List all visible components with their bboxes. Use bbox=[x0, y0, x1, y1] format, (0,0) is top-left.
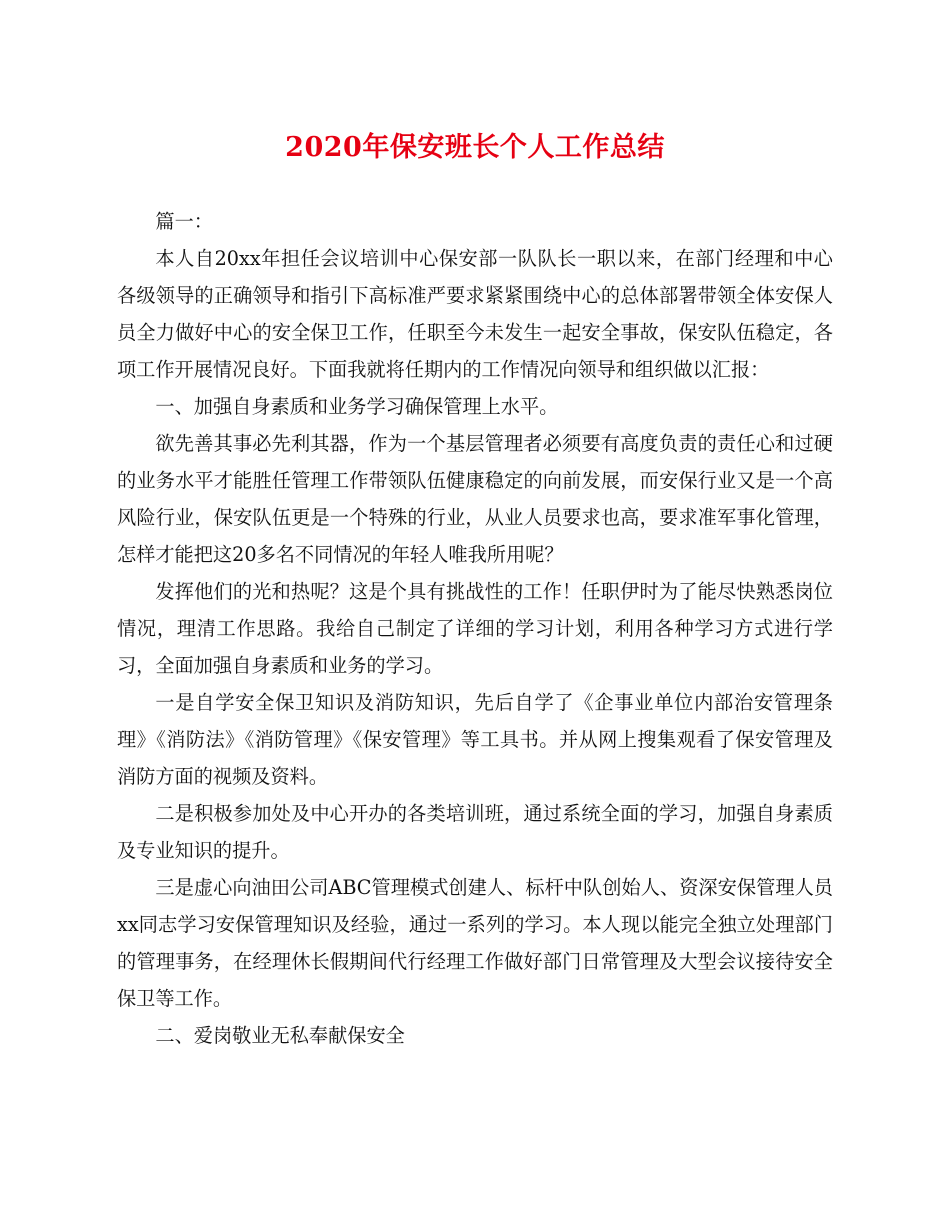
paragraph-body: 发挥他们的光和热呢？这是个具有挑战性的工作！任职伊时为了能尽快熟悉岗位情况，理清工作思路。我给自己制定了详细的学习计划，利用各种学习方式进行学习，全面加强自身素质和业务的学习。 bbox=[117, 580, 833, 677]
heading-section-one: 一、加强自身素质和业务学习确保管理上水平。 bbox=[155, 395, 559, 418]
document-title: 2020年保安班长个人工作总结 bbox=[285, 132, 665, 163]
paragraph-body: 三是虚心向油田公司ABC管理模式创建人、标杆中队创始人、资深安保管理人员xx同志学习安保管理知识及经验，通过一系列的学习。本人现以能完全独立处理部门的管理事务，在经理休长假期间代行经理工作做好部门日常管理及大型会议接待安全保卫等工作。 bbox=[117, 876, 833, 1010]
document-body bbox=[117, 203, 833, 1054]
paragraph-body: 欲先善其事必先利其器，作为一个基层管理者必须要有高度负责的责任心和过硬的业务水平才能胜任管理工作带领队伍健康稳定的向前发展，而安保行业又是一个高风险行业，保安队伍更是一个特殊的行业，从业人员要求也高，要求准军事化管理，怎样才能把这20多名不同情况的年轻人唯我所用呢？ bbox=[117, 432, 833, 566]
paragraph-body: 一是自学安全保卫知识及消防知识，先后自学了《企事业单位内部治安管理条理》《消防法》《消防管理》《保安管理》等工具书。并从网上搜集观看了保安管理及消防方面的视频及资料。 bbox=[117, 691, 833, 788]
paragraph-intro: 本人自20xx年担任会议培训中心保安部一队队长一职以来，在部门经理和中心各级领导的正确领导和指引下高标准严要求紧紧围绕中心的总体部署带领全体安保人员全力做好中心的安全保卫工作，任职至今未发生一起安全事故，保安队伍稳定，各项工作开展情况良好。下面我就将任期内的工作情况向领导和组织做以汇报： bbox=[117, 247, 833, 381]
paragraph-section-label: 篇一： bbox=[155, 210, 213, 233]
paragraph-body: 二是积极参加处及中心开办的各类培训班，通过系统全面的学习，加强自身素质及专业知识的提升。 bbox=[117, 802, 833, 862]
heading-section-two: 二、爱岗敬业无私奉献保安全 bbox=[155, 1024, 405, 1047]
